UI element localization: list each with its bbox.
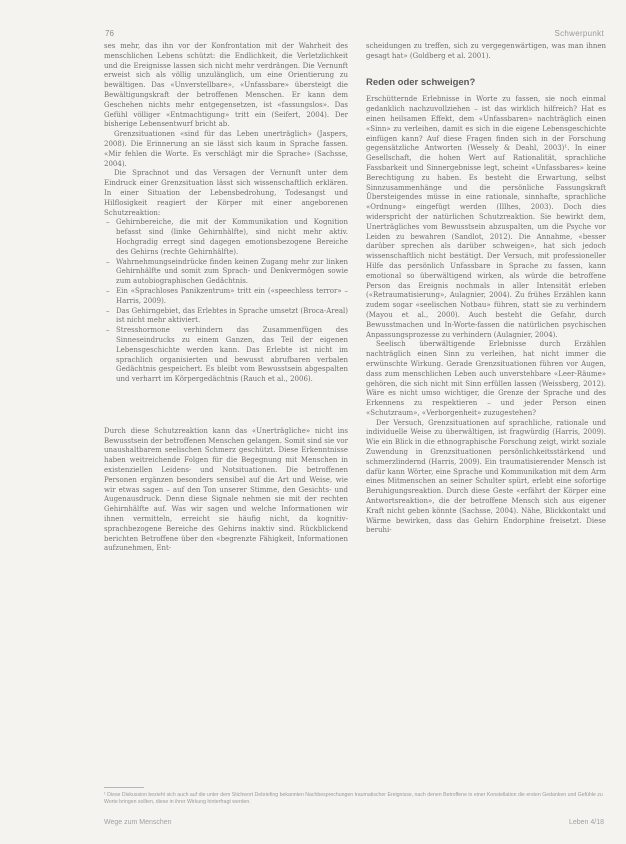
left-paragraph-3: Die Sprachnot und das Versagen der Vernunft unter dem Eindruck einer Grenzsituation lässt sich wissenschaftlich erklären. In einer Situation der Lebensbedrohung, Todesangst und Hilflosigkeit reagiert der Körper mit einer angeborenen Schutzreaktion: (104, 169, 348, 217)
right-paragraph-2: Erschütternde Erlebnisse in Worte zu fassen, sie noch einmal gedanklich nachzuvollziehen – ist das wirklich hilfreich? Hat es einen heilsamen Effekt, dem «Unfassbaren» nachträglich einen «Sinn» zu verleihen, damit es sich in die eigene Lebensgeschichte einfügen kann? Auf diese Fragen finden sich in der Forschung gegensätzliche Antworten (Wessely & Deahl, 2003)¹. In einer Gesellschaft, die hohen Wert auf Rationalität, sprachliche Fassbarkeit und Sinnergebnisse legt, scheint «Unfassbares» keine Berechtigung zu haben. Es besteht die Erwartung, selbst Sinnzusammenhänge und die persönliche Fassungskraft Übersteigendes müsse in eine rationale, sinnhafte, sprachliche «Ordnung» eingefügt werden (Illhes, 2003). Doch dies widerspricht der natürlichen Schutzreaktion. Sie bewirkt dem, Unerträgliches vom Bewusstsein abzuspalten, um die Psyche vor Leiden zu bewahren (Sandlot, 2012). Die Annahme, «besser darüber sprechen als darüber schweigen», hat sich jedoch wissenschaftlich nicht bestätigt. Der Versuch, mit professioneller Hilfe das persönlich Unfassbare in Sprache zu fassen, kann emotional so überwältigend wirken, als würde die betroffene Person das Ereignis nochmals in aller Intensität erleben («Retraumatisierung», Aulagnier, 2004). Zu frühes Erzählen kann zudem sogar «seelischen Notbau» führen, statt sie zu verhindern (Mayou et al., 2000). Auch besteht die Gefahr, durch Bewusstmachen und In-Worte-fassen die natürlichen psychischen Anpassungsprozesse zu verhindern (Aulagnier, 2004). (366, 95, 606, 339)
right-column (366, 42, 606, 536)
bullet-list (104, 218, 348, 385)
bullet-item: – Das Gehirngebiet, das Erlebtes in Sprache umsetzt (Broca-Areal) ist nicht mehr aktiviert. (116, 307, 348, 327)
right-paragraph-1: scheidungen zu treffen, sich zu vergegenwärtigen, was man ihnen gesagt hat» (Goldberg et al. 2001). (366, 42, 606, 60)
bullet-item: – Stresshormone verhindern das Zusammenfügen des Sinneseindrucks zu einem Ganzen, das Teil der eigenen Lebensgeschichte werden kann. Das Erlebte ist nicht im sprachlich organisierten und bewusst abrufbaren verbalen Gedächtnis gespeichert. Es bleibt vom Bewusstsein abgespalten und verharrt im Körpergedächtnis (Rauch et al., 2006). (116, 326, 348, 385)
left-paragraph-2: Grenzsituationen «sind für das Leben unerträglich» (Jaspers, 2008). Die Erinnerung an sie lässt sich kaum in Sprache fassen. «Mir fehlen die Worte. Es verschlägt mir die Sprache» (Sachsse, 2004). (104, 130, 348, 168)
journal-name: Wege zum Menschen (104, 819, 172, 826)
left-column (104, 42, 348, 554)
right-paragraph-4: Der Versuch, Grenzsituationen auf sprachliche, rationale und individuelle Weise zu überwältigen, ist fragwürdig (Harris, 2009). Wie ein Blick in die ethnographische Forschung zeigt, wirkt soziale Zuwendung in Grenzsituationen persönlichkeitsstärkend und schmerzlindernd (Harris, 2009). Ein traumatisierender Mensch ist dafür kann Wörter, eine Sprache und Kommunikation mit dem Arm eines Mitmenschen an seiner Schulter spürt, erlebt eine sofortige Beruhigungsreaktion. Durch diese Geste «erfährt der Körper eine Antwortsreaktion», die der betroffene Mensch sich aus eigener Kraft nicht geben könnte (Sachsse, 2004). Nähe, Blickkontakt und Wärme bewirken, dass das Gehirn Endorphine freisetzt. Diese beruhi- (366, 418, 606, 535)
running-title: Schwerpunkt (554, 29, 604, 38)
bullet-item: – Ein «Sprachloses Panikzentrum» tritt ein («speechless terror» – Harris, 2009). (116, 287, 348, 307)
footnote: ¹ Diese Diskussion bezieht sich auch auf die unter dem Stichwort Debriefing bekannten Nachbesprechungen traumatischer Ereignisse, nach denen Betroffene in einer Konstellation die ersten Gedanken und Gefühle zu Worte bringen sollten, diese in ihrer Wirkung hinterfragt werden. (104, 792, 603, 806)
blank-gap (104, 385, 348, 427)
page-number: 76 (105, 29, 114, 38)
left-paragraph-4: Durch diese Schutzreaktion kann das «Unerträgliche» nicht ins Bewusstsein der betroffenen Menschen gelangen. Somit sind sie vor unaushaltbarem seelischen Schmerz geschützt. Diese Erkenntnisse haben weitreichende Folgen für die Begegnung mit Menschen in existenziellen Leidens- und Notsituationen. Die betroffenen Personen ergänzen besonders sensibel auf die Art und Weise, wie wir etwas sagen – auf den Ton unserer Stimme, den Gesichts- und Augenausdruck. Denn diese Signale nehmen sie mit der rechten Gehirnhälfte auf. Was wir sagen und welche Informationen wir ihnen vermitteln, erreicht sie häufig nicht, da kognitiv-sprachbezogene Bereiche des Gehirns inaktiv sind. Rückblickend berichten Betroffene über den «begrenzte Fähigkeit, Informationen aufzunehmen, Ent- (104, 426, 348, 553)
right-paragraph-3: Seelisch überwältigende Erlebnisse durch Erzählen nachträglich einen Sinn zu verleihen, hat nicht immer die erwünschte Wirkung. Gerade Grenzsituationen führen vor Augen, dass zum menschlichen Leben auch unverstehbare «Leer-Räume» gehören, die sich nicht mit Sinn erfüllen lassen (Weissberg, 2012). Wäre es nicht umso wichtiger, die Grenze der Sprache und des Erkennens zu respektieren – und jeder Person einen «Schutzraum», «Verborgenheit» zuzugestehen? (366, 340, 606, 417)
footnote-divider (104, 787, 144, 788)
bullet-item: – Wahrnehmungseindrücke finden keinen Zugang mehr zur linken Gehirnhälfte und somit zum Sprach- und Denkvermögen sowie zum autobiographischen Gedächtnis. (116, 258, 348, 287)
issue-info: Leben 4/18 (568, 819, 604, 826)
bullet-item: – Gehirnbereiche, die mit der Kommunikation und Kognition befasst sind (linke Gehirnhälfte), sind nicht mehr aktiv. Hochgradig erregt sind dagegen emotionsbezogene Bereiche des Gehirns (rechte Gehirnhälfte). (116, 218, 348, 257)
section-heading: Reden oder schweigen? (366, 76, 476, 88)
left-paragraph-1: ses mehr, das ihn vor der Konfrontation mit der Wahrheit des menschlichen Lebens schützt: die Endlichkeit, die Verletzlichkeit und die Ereignisse lassen sich nicht mehr verdrängen. Die Vernunft erweist sich als völlig unzulänglich, um eine Orientierung zu bewältigen. Das «Unverstellbare», «Unfassbare» übersteigt die Bewältigungskraft der betroffenen Menschen. Er kann dem Geschehen nichts mehr entgegensetzen, ist «fassungslos». Das Gefühl völliger «Entmachtigung» tritt ein (Seifert, 2004). Der bisherige Lebensentwurf bricht ab. (104, 42, 348, 129)
